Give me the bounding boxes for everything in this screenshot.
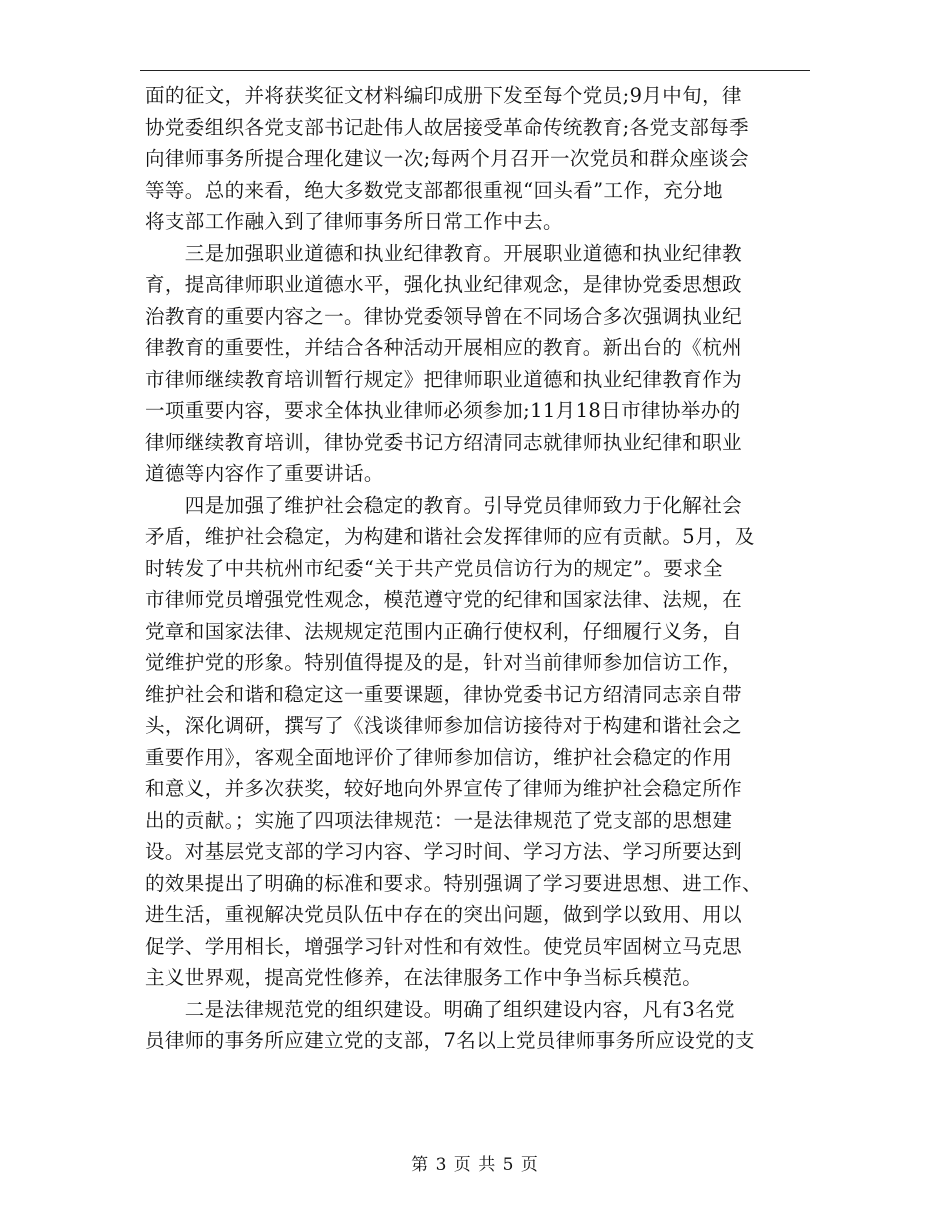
text-line: 协党委组织各党支部书记赴伟人故居接受革命传统教育;各党支部每季	[145, 115, 749, 139]
text-line: 时转发了中共杭州市纪委“关于共产党员信访行为的规定”。要求全	[145, 556, 723, 580]
text-line: 等等。总的来看，绝大多数党支部都很重视“回头看”工作，充分地	[145, 178, 723, 202]
text-line: 向律师事务所提合理化建议一次;每两个月召开一次党员和群众座谈会	[145, 147, 749, 170]
text-line: 面的征文，并将获奖征文材料编印成册下发至每个党员;9月中旬，律	[145, 84, 742, 107]
text-line: 一项重要内容，要求全体执业律师必须参加;11月18日市律协举办的	[145, 399, 741, 422]
text-line: 将支部工作融入到了律师事务所日常工作中去。	[145, 210, 563, 233]
text-line: 头，深化调研，撰写了《浅谈律师参加信访接待对于构建和谐社会之	[145, 714, 743, 737]
text-line: 出的贡献。；实施了四项法律规范：一是法律规范了党支部的思想建	[145, 808, 733, 832]
text-line: 律教育的重要性，并结合各种活动开展相应的教育。新出台的《杭州	[145, 336, 743, 359]
text-line: 二是法律规范党的组织建设。明确了组织建设内容，凡有3名党	[145, 997, 735, 1021]
text-line: 觉维护党的形象。特别值得提及的是，针对当前律师参加信访工作，	[145, 651, 743, 674]
text-line: 重要作用》，客观全面地评价了律师参加信访，维护社会稳定的作用	[145, 745, 733, 769]
text-line: 道德等内容作了重要讲话。	[145, 462, 384, 485]
text-line: 和意义，并多次获奖，较好地向外界宣传了律师为维护社会稳定所作	[145, 777, 743, 800]
text-line: 育，提高律师职业道德水平，强化执业纪律观念，是律协党委思想政	[145, 273, 743, 296]
text-line: 主义世界观，提高党性修养，在法律服务工作中争当标兵模范。	[145, 966, 703, 989]
text-line: 治教育的重要内容之一。律协党委领导曾在不同场合多次强调执业纪	[145, 304, 743, 328]
text-line: 律师继续教育培训，律协党委书记方绍清同志就律师执业纪律和职业	[145, 430, 743, 454]
text-line: 进生活，重视解决党员队伍中存在的突出问题，做到学以致用、用以	[145, 903, 743, 926]
body-text	[145, 80, 805, 1057]
text-line: 员律师的事务所应建立党的支部，7名以上党员律师事务所应设党的支	[145, 1029, 755, 1052]
text-line: 矛盾，维护社会稳定，为构建和谐社会发挥律师的应有贡献。5月，及	[145, 525, 755, 548]
header-rule	[140, 70, 810, 71]
text-line: 三是加强职业道德和执业纪律教育。开展职业道德和执业纪律教	[145, 241, 743, 265]
text-line: 四是加强了维护社会稳定的教育。引导党员律师致力于化解社会	[145, 493, 743, 517]
text-line: 维护社会和谐和稳定这一重要课题，律协党委书记方绍清同志亲自带	[145, 682, 743, 706]
text-line: 的效果提出了明确的标准和要求。特别强调了学习要进思想、进工作、	[145, 871, 762, 895]
text-line: 党章和国家法律、法规规定范围内正确行使权利，仔细履行义务，自	[145, 619, 743, 643]
text-line: 促学、学用相长，增强学习针对性和有效性。使党员牢固树立马克思	[145, 934, 743, 958]
text-line: 设。对基层党支部的学习内容、学习时间、学习方法、学习所要达到	[145, 840, 743, 863]
text-line: 市律师继续教育培训暂行规定》把律师职业道德和执业纪律教育作为	[145, 367, 743, 391]
text-line: 市律师党员增强党性观念，模范遵守党的纪律和国家法律、法规，在	[145, 588, 743, 611]
page-footer: 第 3 页 共 5 页	[411, 1155, 539, 1175]
